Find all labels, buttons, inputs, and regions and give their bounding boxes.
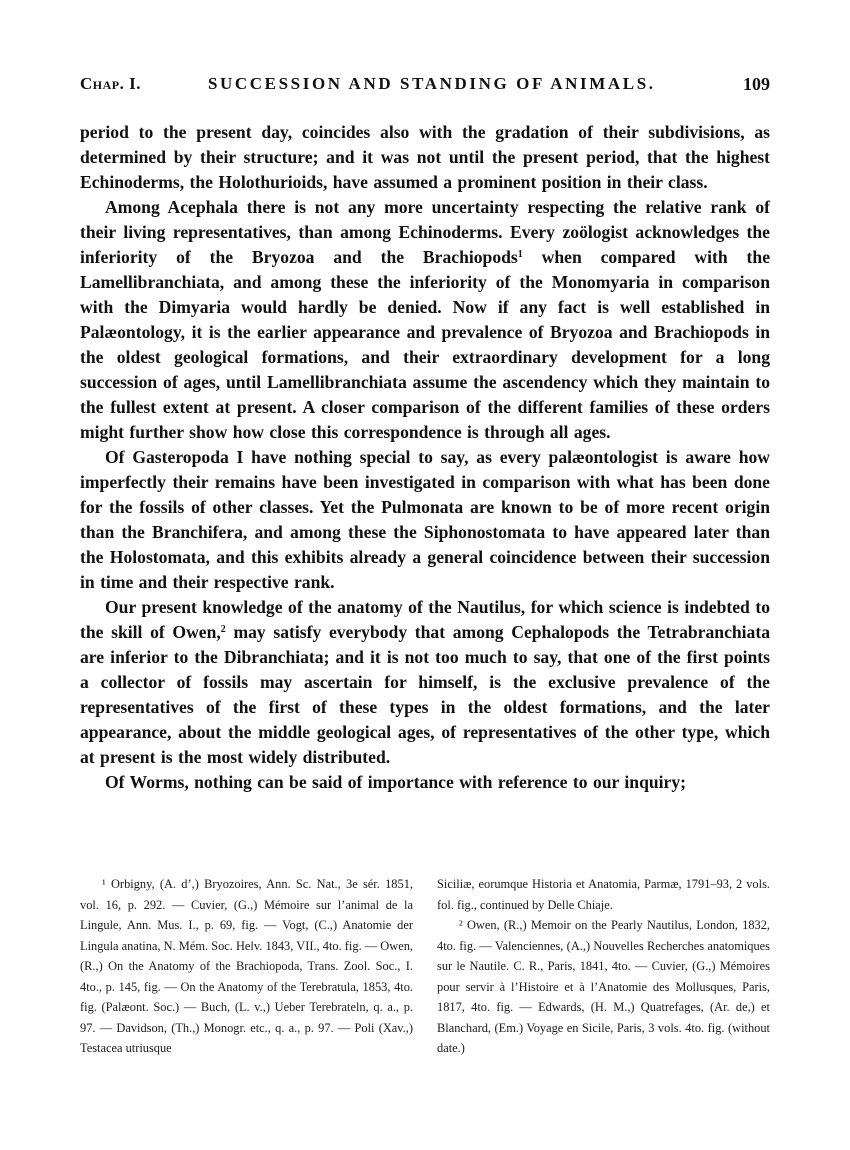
footnote-1: ¹ Orbigny, (A. d’,) Bryozoires, Ann. Sc. Nat., 3e sér. 1851, vol. 16, p. 292. — Cuvier, (G.,) Mémoire sur l’animal de la Lingule, Ann. Mus. I., p. 69, fig. — Vogt, (C.,) Anatomie der Lingula anatina, N. Mém. Soc. Helv. 1843, VII., 4to. fig. — Owen, (R.,) On the Anatomy of the Brachiopoda, Trans. Zool. Soc., I. 4to., p. 145, fig. — On the Anatomy of the Terebratula, 1853, 4to. fig. (Palæont. Soc.) — Buch, (L. v.,) Ueber Terebrateln, q. a., p. 97. — Davidson, (Th.,) Monogr. etc., q. a., p. 97. — Poli (Xav.,) Testacea utriusque (80, 877, 413, 1055)
main-text (80, 120, 770, 795)
footnote-2: ² Owen, (R.,) Memoir on the Pearly Nautilus, London, 1832, 4to. fig. — Valenciennes, (A.,) Nouvelles Recherches anatomiques sur le Nautile. C. R., Paris, 1841, 4to. — Cuvier, (G.,) Mémoires pour servir à l’Histoire et à l’Anatomie des Mollusques, Paris, 1817, 4to. fig. — Edwards, (H. M.,) Quatrefages, (Ar. de,) et Blanchard, (Em.) Voyage en Sicile, Paris, 3 vols. 4to. fig. (without date.) (437, 918, 770, 1055)
paragraph-2 (80, 195, 770, 445)
paragraph-5-text: Of Worms, nothing can be said of importance with reference to our inquiry; (105, 772, 687, 792)
paragraph-1 (80, 120, 770, 195)
footnote-ref-1[interactable]: 1 (517, 249, 523, 260)
paragraph-4-text-b: may satisfy everybody that among Cephalopods the Tetrabranchiata are inferior to the Dibranchiata; and it is not too much to say, that one of the first points a collector of fossils may ascertain for himself, is the exclusive prevalence of the representatives of the first of these types in the oldest formations, and the later appearance, about the middle geological ages, of representatives of the other type, which at present is the most widely distributed. (80, 622, 771, 767)
paragraph-4-text-a: Our present knowledge of the anatomy of the Nautilus, for which science is indebted to the skill of Owen, (80, 597, 770, 642)
footnote-ref-2[interactable]: 2 (220, 624, 226, 635)
running-title: SUCCESSION AND STANDING OF ANIMALS. (208, 74, 656, 93)
footnotes-right-column (437, 874, 770, 1059)
paragraph-2-text-a: Among Acephala there is not any more uncertainty respecting the relative rank of their living representatives, than among Echinoderms. Every zoölogist acknowledges the inferiority of the Bryozoa and the Brachiopods (80, 197, 770, 267)
paragraph-3 (80, 445, 770, 595)
chapter-label: Chap. I. (80, 74, 141, 93)
paragraph-2-text-b: when compared with the Lamellibranchiata, and among these the inferiority of the Monomyaria in comparison with the Dimyaria would hardly be denied. Now if any fact is well established in Palæontology, it is the earlier appearance and prevalence of Bryozoa and Brachiopods in the oldest geological formations, and their extraordinary development for a long succession of ages, until Lamellibranchiata assume the ascendency which they maintain to the fullest extent at present. A closer comparison of the different families of these orders might further show how close this correspondence is through all ages. (80, 247, 771, 442)
paragraph-3-text: Of Gasteropoda I have nothing special to say, as every palæontologist is aware how imperfectly their remains have been investigated in comparison with what has been done for the fossils of other classes. Yet the Pulmonata are known to be of more recent origin than the Branchifera, and among these the Siphonostomata to have appeared later than the Holostomata, and this exhibits already a general coincidence between their succession in time and their respective rank. (80, 447, 770, 592)
footnotes-left-column (80, 874, 413, 1059)
page-number: 109 (743, 74, 770, 94)
running-head (80, 74, 770, 104)
paragraph-5 (80, 770, 770, 795)
paragraph-1-text: period to the present day, coincides also with the gradation of their subdivisions, as determined by their structure; and it was not until the present period, that the highest Echinoderms, the Holothurioids, have assumed a prominent position in their class. (80, 122, 770, 192)
footnote-1-continued: Siciliæ, eorumque Historia et Anatomia, Parmæ, 1791–93, 2 vols. fol. fig., continued by Delle Chiaje. (437, 877, 770, 912)
paragraph-4 (80, 595, 770, 770)
